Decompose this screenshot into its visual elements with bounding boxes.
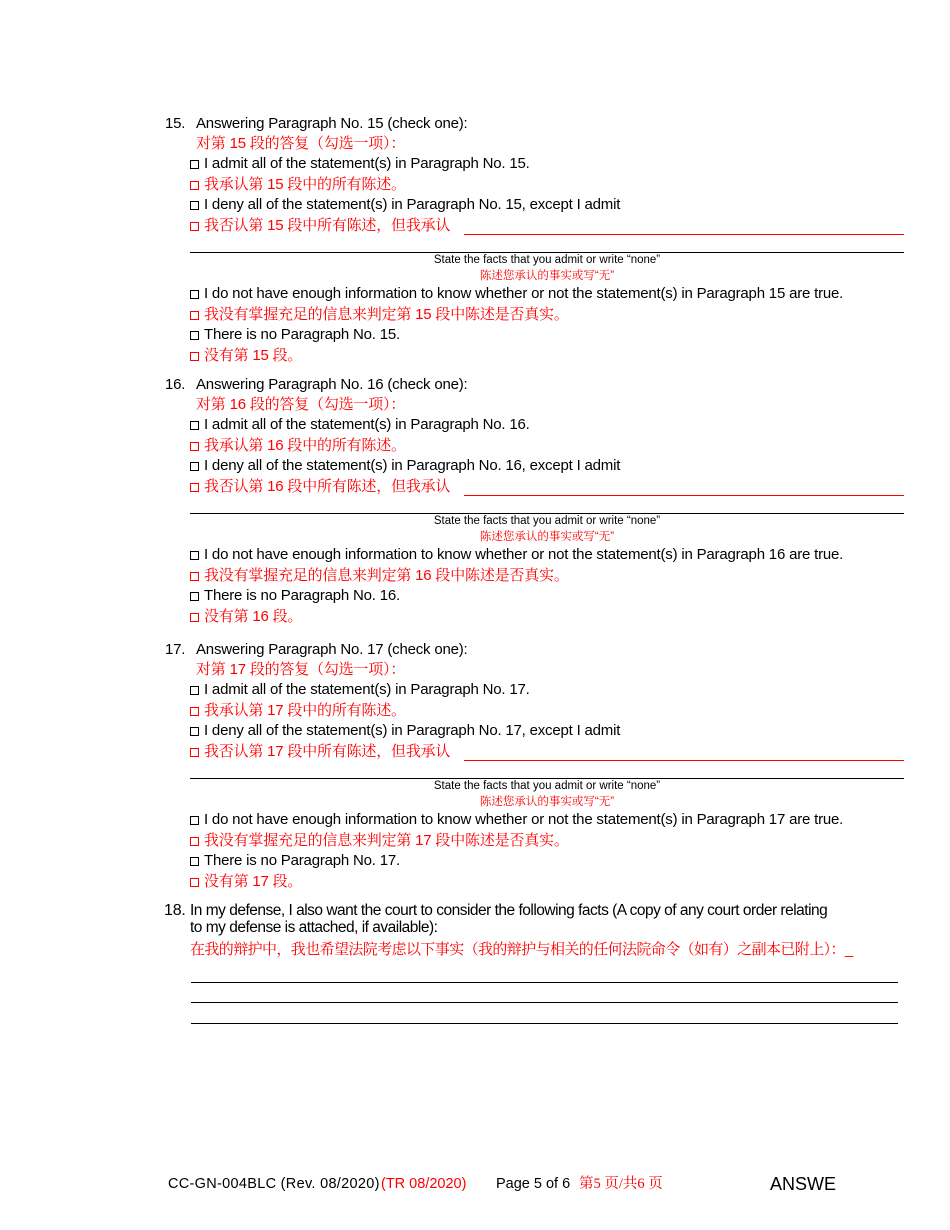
option-label: There is no Paragraph No. 15.	[204, 326, 400, 343]
paragraph-title: Answering Paragraph No. 17 (check one):	[196, 641, 468, 658]
admit-facts-line[interactable]	[464, 495, 904, 496]
checkbox[interactable]	[190, 727, 199, 736]
option-no-paragraph-cn[interactable]	[190, 608, 302, 626]
option-label: 我承认第 17 段中的所有陈述。	[204, 702, 406, 719]
facts-caption-cn: 陈述您承认的事实或写“无”	[479, 531, 615, 543]
checkbox[interactable]	[190, 331, 199, 340]
option-label: I deny all of the statement(s) in Paragraph No. 17, except I admit	[204, 722, 621, 739]
checkbox[interactable]	[190, 290, 199, 299]
option-label: I do not have enough information to know whether or not the statement(s) in Paragraph 15 are true.	[204, 285, 844, 302]
option-label: 没有第 17 段。	[204, 873, 303, 890]
checkbox[interactable]	[190, 442, 199, 451]
option-label: I deny all of the statement(s) in Paragraph No. 15, except I admit	[204, 196, 621, 213]
option-admit[interactable]	[190, 681, 530, 699]
option-no-info-cn[interactable]	[190, 832, 569, 850]
facts-caption: State the facts that you admit or write “none”	[433, 780, 661, 792]
option-deny-cn[interactable]	[190, 743, 450, 761]
checkbox[interactable]	[190, 462, 199, 471]
checkbox[interactable]	[190, 592, 199, 601]
facts-caption: State the facts that you admit or write “none”	[433, 515, 661, 527]
option-label: I do not have enough information to know whether or not the statement(s) in Paragraph 16 are true.	[204, 546, 844, 563]
item-number: 18.	[164, 902, 186, 919]
option-label: 我承认第 15 段中的所有陈述。	[204, 176, 406, 193]
option-no-info[interactable]	[190, 546, 843, 564]
option-label: There is no Paragraph No. 16.	[204, 587, 400, 604]
option-label: There is no Paragraph No. 17.	[204, 852, 400, 869]
checkbox[interactable]	[190, 748, 199, 757]
facts-caption: State the facts that you admit or write “none”	[433, 254, 661, 266]
option-deny-cn[interactable]	[190, 478, 450, 496]
page-number-cn: 第5 页/共6 页	[579, 1176, 663, 1192]
checkbox[interactable]	[190, 551, 199, 560]
admit-facts-line[interactable]	[464, 234, 904, 235]
paragraph-title: Answering Paragraph No. 16 (check one):	[196, 376, 468, 393]
option-label: I admit all of the statement(s) in Paragraph No. 17.	[204, 681, 530, 698]
page-number: Page 5 of 6	[496, 1176, 571, 1192]
option-no-paragraph-cn[interactable]	[190, 873, 302, 891]
translation-rev: (TR 08/2020)	[381, 1176, 467, 1192]
checkbox[interactable]	[190, 222, 199, 231]
option-label: I admit all of the statement(s) in Paragraph No. 15.	[204, 155, 530, 172]
option-no-info[interactable]	[190, 811, 843, 829]
facts-line-3[interactable]	[191, 1023, 898, 1024]
checkbox[interactable]	[190, 707, 199, 716]
option-no-info-cn[interactable]	[190, 567, 569, 585]
admit-facts-line[interactable]	[464, 760, 904, 761]
option-label: I admit all of the statement(s) in Paragraph No. 16.	[204, 416, 530, 433]
option-no-paragraph[interactable]	[190, 326, 400, 344]
paragraph-title-cn: 对第 16 段的答复（勾选一项）：	[196, 396, 406, 413]
checkbox[interactable]	[190, 686, 199, 695]
option-no-paragraph-cn[interactable]	[190, 347, 302, 365]
paragraph-title: Answering Paragraph No. 15 (check one):	[196, 115, 468, 132]
option-label: 我否认第 17 段中所有陈述，但我承认	[204, 743, 451, 760]
option-deny-cn[interactable]	[190, 217, 450, 235]
option-label: I do not have enough information to know whether or not the statement(s) in Paragraph 17 are true.	[204, 811, 844, 828]
option-admit[interactable]	[190, 416, 530, 434]
option-no-paragraph[interactable]	[190, 852, 400, 870]
checkbox[interactable]	[190, 160, 199, 169]
option-label: 我没有掌握充足的信息来判定第 16 段中陈述是否真实。	[204, 567, 569, 584]
option-label: 我否认第 16 段中所有陈述，但我承认	[204, 478, 451, 495]
option-no-info-cn[interactable]	[190, 306, 569, 324]
option-no-paragraph[interactable]	[190, 587, 400, 605]
option-label: 没有第 16 段。	[204, 608, 303, 625]
paragraph-title-cn: 对第 15 段的答复（勾选一项）：	[196, 135, 406, 152]
paragraph-number: 15.	[165, 115, 186, 132]
paragraph-number: 17.	[165, 641, 186, 658]
option-label: 我没有掌握充足的信息来判定第 17 段中陈述是否真实。	[204, 832, 569, 849]
checkbox[interactable]	[190, 613, 199, 622]
item-text-cn: 在我的辩护中，我也希望法院考虑以下事实（我的辩护与相关的任何法院命令（如有）之副本已附上）：_	[190, 941, 853, 958]
option-deny[interactable]	[190, 196, 620, 214]
checkbox[interactable]	[190, 837, 199, 846]
facts-line-2[interactable]	[191, 1002, 898, 1003]
form-title: ANSWE	[770, 1174, 837, 1194]
option-deny[interactable]	[190, 457, 620, 475]
form-id: CC-GN-004BLC (Rev. 08/2020)	[168, 1176, 380, 1192]
option-label: 我没有掌握充足的信息来判定第 15 段中陈述是否真实。	[204, 306, 569, 323]
option-deny[interactable]	[190, 722, 620, 740]
checkbox[interactable]	[190, 483, 199, 492]
paragraph-number: 16.	[165, 376, 186, 393]
paragraph-title-cn: 对第 17 段的答复（勾选一项）：	[196, 661, 406, 678]
facts-line-1[interactable]	[191, 982, 898, 983]
checkbox[interactable]	[190, 201, 199, 210]
option-admit-cn[interactable]	[190, 176, 406, 194]
facts-caption-cn: 陈述您承认的事实或写“无”	[479, 796, 615, 808]
option-label: 我否认第 15 段中所有陈述，但我承认	[204, 217, 451, 234]
checkbox[interactable]	[190, 572, 199, 581]
option-admit[interactable]	[190, 155, 530, 173]
option-no-info[interactable]	[190, 285, 843, 303]
checkbox[interactable]	[190, 816, 199, 825]
checkbox[interactable]	[190, 878, 199, 887]
checkbox[interactable]	[190, 421, 199, 430]
item-text-line1: In my defense, I also want the court to consider the following facts (A copy of any court order relating	[190, 902, 828, 919]
item-text-line2: to my defense is attached, if available):	[190, 919, 438, 936]
option-admit-cn[interactable]	[190, 437, 406, 455]
checkbox[interactable]	[190, 181, 199, 190]
option-label: 我承认第 16 段中的所有陈述。	[204, 437, 406, 454]
checkbox[interactable]	[190, 352, 199, 361]
option-admit-cn[interactable]	[190, 702, 406, 720]
option-label: 没有第 15 段。	[204, 347, 303, 364]
option-label: I deny all of the statement(s) in Paragraph No. 16, except I admit	[204, 457, 621, 474]
checkbox[interactable]	[190, 311, 199, 320]
facts-caption-cn: 陈述您承认的事实或写“无”	[479, 270, 615, 282]
checkbox[interactable]	[190, 857, 199, 866]
